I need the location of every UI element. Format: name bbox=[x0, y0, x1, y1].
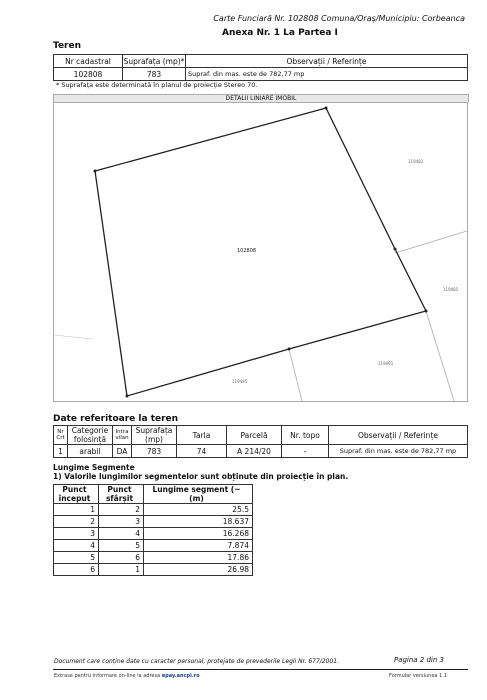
vertex-point bbox=[288, 348, 291, 351]
col-observatii: Observații / Referințe bbox=[186, 55, 468, 68]
date-teren-table bbox=[53, 425, 468, 458]
cell-length: 25.5 bbox=[144, 504, 253, 516]
section-title-teren: Teren bbox=[53, 41, 81, 51]
cell-length: 26.98 bbox=[144, 564, 253, 576]
cell-suprafata: 783 bbox=[132, 445, 177, 458]
table-row bbox=[54, 564, 253, 576]
cell-end: 5 bbox=[99, 540, 144, 552]
col-punct-sfarsit: Punct sfârșit bbox=[99, 485, 144, 504]
table-row bbox=[54, 504, 253, 516]
plot-title: DETALII LINIARE IMOBIL bbox=[53, 94, 469, 102]
neighbor-label: 119491 bbox=[378, 361, 394, 366]
vertex-point bbox=[325, 107, 328, 110]
cell-start: 3 bbox=[54, 528, 99, 540]
col-nr-cadastral: Nr cadastral bbox=[54, 55, 123, 68]
cell-length: 7.874 bbox=[144, 540, 253, 552]
col-nr-crt: Nr Crt bbox=[54, 426, 68, 445]
cell-parcela: A 214/20 bbox=[227, 445, 282, 458]
cell-start: 2 bbox=[54, 516, 99, 528]
cell-start: 4 bbox=[54, 540, 99, 552]
cell-end: 1 bbox=[99, 564, 144, 576]
cell-tarla: 74 bbox=[177, 445, 227, 458]
cell-observatii: Supraf. din mas. este de 782,77 mp bbox=[329, 445, 468, 458]
neighbor-boundary-line bbox=[289, 349, 302, 401]
footer-disclaimer: Document care conține date cu caracter personal, protejate de prevederile Legii Nr. 677/2001. bbox=[54, 658, 339, 665]
col-punct-inceput: Punct început bbox=[54, 485, 99, 504]
neighbor-boundary-line bbox=[54, 335, 92, 339]
cell-length: 18.637 bbox=[144, 516, 253, 528]
col-parcela: Parcelă bbox=[227, 426, 282, 445]
section-title-segmente: Lungime Segmente bbox=[53, 463, 135, 472]
cell-start: 6 bbox=[54, 564, 99, 576]
vertex-point bbox=[94, 170, 97, 173]
vertex-point bbox=[425, 310, 428, 313]
vertex-point bbox=[126, 395, 129, 398]
cell-end: 2 bbox=[99, 504, 144, 516]
cell-nr-crt: 1 bbox=[54, 445, 68, 458]
cell-nr-cadastral: 102808 bbox=[54, 68, 123, 81]
cell-end: 4 bbox=[99, 528, 144, 540]
annex-title: Anexa Nr. 1 La Partea I bbox=[222, 28, 338, 38]
epay-link[interactable]: epay.ancpi.ro bbox=[161, 673, 200, 679]
neighbor-boundary-line bbox=[395, 231, 467, 253]
vertex-point bbox=[394, 248, 397, 251]
col-suprafata: Suprafața (mp)* bbox=[123, 56, 185, 66]
section-title-date-teren: Date referitoare la teren bbox=[53, 414, 179, 424]
parcel-boundary bbox=[95, 108, 426, 396]
page-number: Pagina 2 din 3 bbox=[393, 656, 444, 664]
cell-length: 17.86 bbox=[144, 552, 253, 564]
cell-intravilan: DA bbox=[113, 445, 132, 458]
form-version: Formular versiunea 1.1 bbox=[389, 673, 447, 679]
document-reference: Carte Funciară Nr. 102808 Comuna/Oraș/Municipiu: Corbeanca bbox=[213, 14, 465, 23]
col-lungime-segment: Lungime segment (~ (m) bbox=[144, 485, 253, 504]
table-row bbox=[54, 516, 253, 528]
table-row bbox=[54, 540, 253, 552]
footer-source-prefix: Extrase pentru informare on-line la adresa bbox=[54, 673, 161, 679]
segmente-subtitle: 1) Valorile lungimilor segmentelor sunt obținute din proiecție în plan. bbox=[53, 472, 349, 481]
col-intravilan: Intra vilan bbox=[113, 426, 132, 445]
footer-source bbox=[54, 673, 200, 679]
col-nr-topo: Nr. topo bbox=[282, 426, 329, 445]
col-tarla: Tarla bbox=[177, 426, 227, 445]
neighbor-label: 119485 bbox=[443, 287, 459, 292]
neighbor-boundary-line bbox=[426, 311, 454, 401]
cell-end: 3 bbox=[99, 516, 144, 528]
col-suprafata: Suprafața (mp) bbox=[132, 426, 177, 445]
cell-categorie: arabil bbox=[68, 445, 113, 458]
col-categorie: Categorie folosință bbox=[68, 426, 113, 445]
cell-start: 5 bbox=[54, 552, 99, 564]
cell-suprafata: 783 bbox=[123, 68, 186, 81]
cell-start: 1 bbox=[54, 504, 99, 516]
parcel-label: 102808 bbox=[237, 248, 257, 254]
table-row bbox=[54, 528, 253, 540]
parcel-plot bbox=[53, 102, 468, 402]
footer-divider bbox=[53, 669, 468, 670]
neighbor-label: 119485 bbox=[232, 379, 248, 384]
cell-end: 6 bbox=[99, 552, 144, 564]
cell-length: 16.268 bbox=[144, 528, 253, 540]
neighbor-label: 119482 bbox=[408, 159, 424, 164]
col-observatii: Observații / Referințe bbox=[329, 426, 468, 445]
cell-observatii: Supraf. din mas. este de 782,77 mp bbox=[186, 68, 468, 81]
teren-table bbox=[53, 54, 468, 81]
cell-nr-topo: - bbox=[282, 445, 329, 458]
teren-footnote: * Suprafața este determinată în planul de proiecție Stereo 70. bbox=[56, 81, 258, 89]
table-row bbox=[54, 552, 253, 564]
segmente-table bbox=[53, 484, 253, 576]
